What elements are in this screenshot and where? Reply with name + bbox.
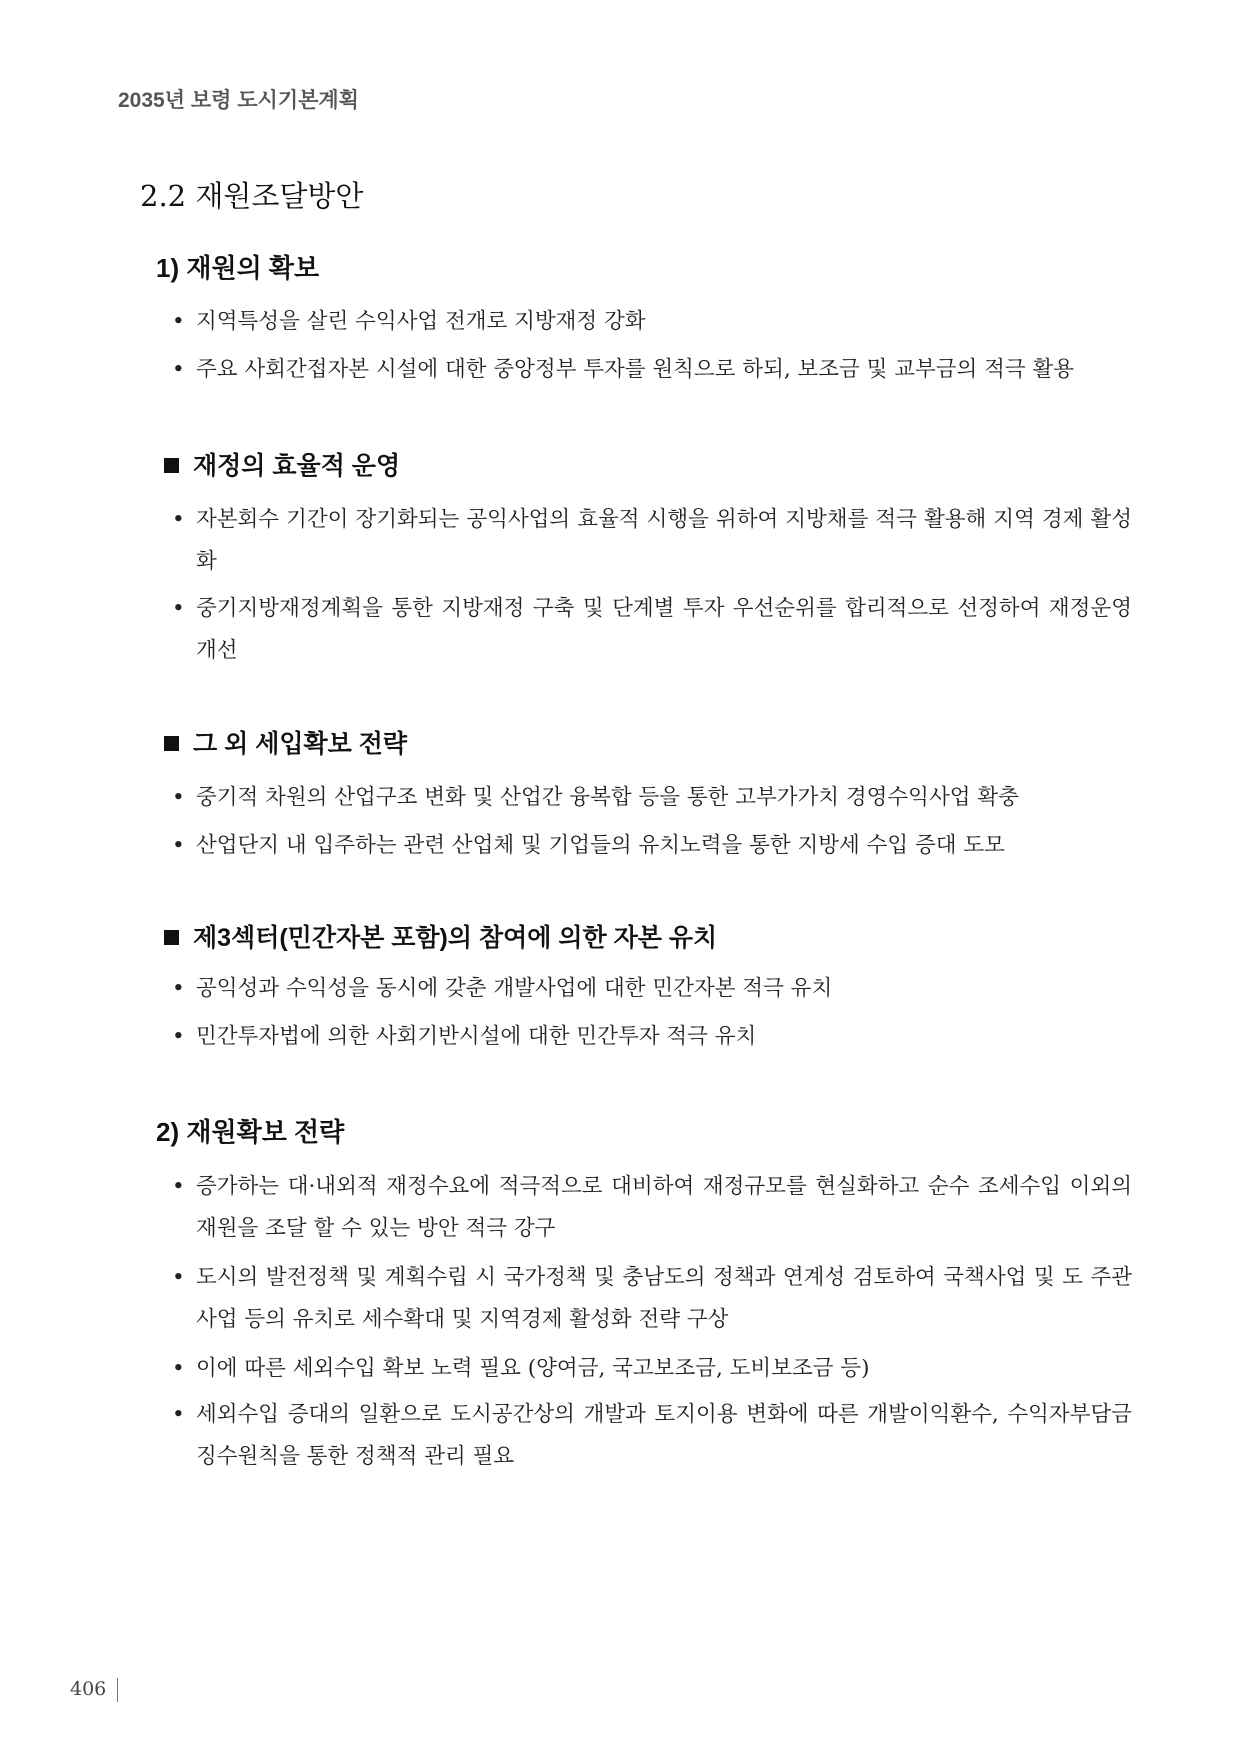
block-heading-other-revenue: 그 외 세입확보 전략: [164, 724, 407, 760]
bullet-icon: •: [172, 1402, 185, 1427]
bullet-icon: •: [172, 1265, 185, 1290]
list-item: • 지역특성을 살린 수익사업 전개로 지방재정 강화: [172, 301, 1132, 343]
bullet-icon: •: [172, 833, 185, 858]
bullet-icon: •: [172, 357, 185, 382]
list-item: • 중기적 차원의 산업구조 변화 및 산업간 융복합 등을 통한 고부가가치 경영수익사업 확충: [172, 777, 1132, 819]
running-header-title: 2035년 보령 도시기본계획: [118, 89, 359, 112]
list-item: • 주요 사회간접자본 시설에 대한 중앙정부 투자를 원칙으로 하되, 보조금 및 교부금의 적극 활용: [172, 349, 1132, 391]
page-number: 406: [70, 1678, 107, 1700]
list-item: • 중기지방재정계획을 통한 지방재정 구축 및 단계별 투자 우선순위를 합리적으로 선정하여 재정운영 개선: [172, 588, 1132, 672]
bullet-icon: •: [172, 1356, 185, 1381]
list-item: • 세외수입 증대의 일환으로 도시공간상의 개발과 토지이용 변화에 따른 개발이익환수, 수익자부담금 징수원칙을 통한 정책적 관리 필요: [172, 1394, 1132, 1478]
square-bullet-icon: [164, 458, 179, 473]
block-heading-third-sector: 제3섹터(민간자본 포함)의 참여에 의한 자본 유치: [164, 918, 717, 954]
block-heading-efficient-finance: 재정의 효율적 운영: [164, 446, 400, 482]
list-item: • 공익성과 수익성을 동시에 갖춘 개발사업에 대한 민간자본 적극 유치: [172, 968, 1132, 1010]
list-item: • 도시의 발전정책 및 계획수립 시 국가정책 및 충남도의 정책과 연계성 검토하여 국책사업 및 도 주관 사업 등의 유치로 세수확대 및 지역경제 활성화 전략 구상: [172, 1257, 1132, 1341]
bullet-icon: •: [172, 1174, 185, 1199]
list-item: • 증가하는 대·내외적 재정수요에 적극적으로 대비하여 재정규모를 현실화하고 순수 조세수입 이외의 재원을 조달 할 수 있는 방안 적극 강구: [172, 1166, 1132, 1250]
square-bullet-icon: [164, 736, 179, 751]
section-title: 2.2 재원조달방안: [140, 179, 364, 213]
list-item: • 이에 따른 세외수입 확보 노력 필요 (양여금, 국고보조금, 도비보조금 등): [172, 1348, 1132, 1390]
bullet-icon: •: [172, 1024, 185, 1049]
list-item: • 자본회수 기간이 장기화되는 공익사업의 효율적 시행을 위하여 지방채를 적극 활용해 지역 경제 활성화: [172, 499, 1132, 583]
bullet-icon: •: [172, 976, 185, 1001]
bullet-icon: •: [172, 507, 185, 532]
page-number-divider: [117, 1678, 118, 1702]
list-item: • 민간투자법에 의한 사회기반시설에 대한 민간투자 적극 유치: [172, 1016, 1132, 1058]
square-bullet-icon: [164, 930, 179, 945]
bullet-icon: •: [172, 596, 185, 621]
bullet-icon: •: [172, 309, 185, 334]
bullet-icon: •: [172, 785, 185, 810]
subsection-heading-funding-securing: 1) 재원의 확보: [156, 253, 320, 283]
subsection-heading-funding-strategy: 2) 재원확보 전략: [156, 1117, 345, 1147]
list-item: • 산업단지 내 입주하는 관련 산업체 및 기업들의 유치노력을 통한 지방세 수입 증대 도모: [172, 825, 1132, 867]
